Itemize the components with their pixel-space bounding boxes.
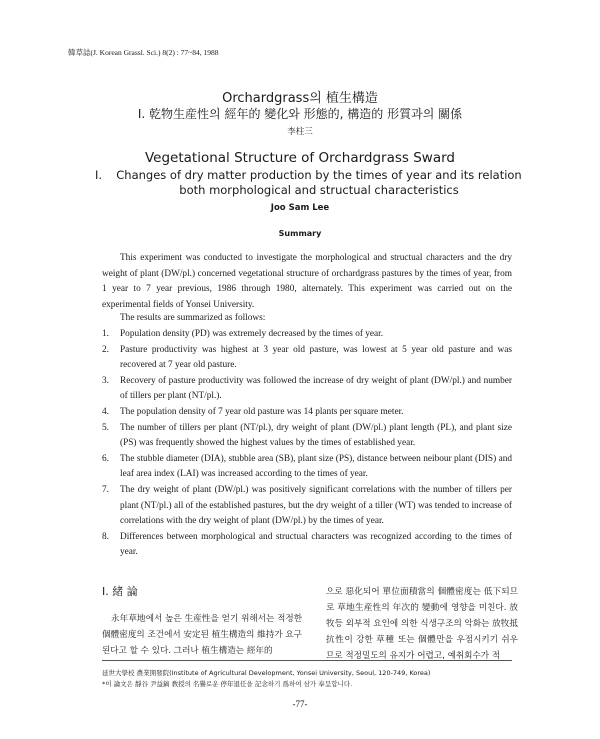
list-item: [102, 405, 512, 421]
item-text: Population density (PD) was extremely decreased by the times of year.: [120, 329, 384, 339]
item-number: 3.: [102, 375, 109, 386]
item-text: The stubble diameter (DIA), stubble area (SB), plant size (PS), distance between neibour plant (DIS) and leaf area index (LAI) was increased according to the times of year.: [120, 453, 512, 480]
item-text: The number of tillers per plant (NT/pl.), dry weight of plant (DW/pl.) plant length (PL), and plant size (PS) was frequently showed the highest values by the times of established year.: [120, 422, 512, 449]
english-title: Vegetational Structure of Orchardgrass Sward: [144, 150, 456, 166]
list-item: [102, 374, 512, 405]
intro-left-column: [102, 611, 302, 659]
results-intro: The results are summarized as follows:: [120, 313, 266, 323]
summary-heading: Summary: [278, 229, 322, 238]
item-text: Recovery of pasture productivity was followed the increase of dry weight of plant (DW/pl.) and number of tillers per plant (NT/pl.).: [120, 375, 512, 402]
item-number: 4.: [102, 406, 109, 417]
item-number: 7.: [102, 484, 109, 495]
list-item: [102, 452, 512, 483]
item-text: Pasture productivity was highest at 3 year old pasture, was lowest at 5 year old pasture and was recovered at 7 year old pasture.: [120, 344, 512, 371]
list-item: [102, 530, 512, 561]
item-number: 1.: [102, 329, 109, 339]
footnote-divider: [102, 660, 512, 661]
english-subtitle: [95, 168, 525, 198]
list-item: [102, 327, 512, 343]
list-item: [102, 421, 512, 452]
section-heading: Ⅰ. 緒 論: [102, 585, 138, 598]
dedication-footnote: *이 論文은 靜谷 尹益鎬 敎授의 名譽로운 停年退任을 記念하기 爲하여 삼가 奉呈합니다.: [102, 680, 353, 688]
korean-subtitle: Ⅰ. 乾物生産性의 經年的 變化와 形態的, 構造的 形質과의 關係: [137, 107, 463, 121]
journal-citation: 韓草誌(J. Korean Grassl. Sci.) 8(2) : 77~84, 1988: [68, 48, 219, 57]
page-number: -77-: [292, 699, 308, 709]
english-author: Joo Sam Lee: [270, 203, 330, 213]
intro-right-text: 으로 惡化되어 單位面積當의 個體密度는 低下되므로 草地生産性의 年次的 變動에 영향을 미친다. 放牧등 외부적 요인에 의한 식생구조의 악화는 放牧抵抗性이 강한 草種 또는 個體만을 우점시키기 쉬우므로 적정밀도의 유지가 어렵고, 예취회수가 적: [326, 587, 518, 661]
korean-title: Orchardgrass의 植生構造: [222, 91, 378, 106]
item-text: The dry weight of plant (DW/pl.) was positively significant correlations with the number of tillers per plant (NT/pl.) all of the established pastures, but the dry weight of a tiller (WT) was tended to increase of correlations with the dry weight of plant (DW/pl.) by the times of year.: [120, 484, 512, 527]
item-number: 5.: [102, 422, 109, 433]
intro-right-column: [326, 584, 518, 664]
item-number: 8.: [102, 531, 109, 542]
english-subtitle-text: Changes of dry matter production by the times of year and its relation both morphological and structual characteristics: [116, 168, 522, 197]
item-number: 2.: [102, 344, 109, 355]
item-text: The population density of 7 year old pasture was 14 plants per square meter.: [120, 406, 404, 417]
results-list: [102, 327, 512, 561]
item-text: Differences between morphological and structual characters was recognized according to the times of year.: [120, 531, 512, 558]
item-number: 6.: [102, 453, 109, 464]
intro-left-text: 永年草地에서 높은 生産性을 얻기 위해서는 적정한 個體密度의 조건에서 安定된 植生構造의 維持가 요구된다고 할 수 있다. 그러나 植生構造는 經年的: [102, 614, 302, 656]
english-subtitle-number: Ⅰ.: [95, 168, 103, 182]
list-item: [102, 343, 512, 374]
list-item: [102, 483, 512, 530]
affiliation-footnote: 延世大學校 農業開發院(Institute of Agricultural Development, Yonsei University, Seoul, 120-749, Korea): [102, 669, 431, 677]
abstract-text: This experiment was conducted to investigate the morphological and structual characters and the dry weight of plant (DW/pl.) concerned vegetational structure of orchardgrass pastures by the times of year, from 1 year to 7 year previous, 1986 through 1980, alternately. This experiment was carried out on the experimental fields of Yonsei University.: [102, 253, 512, 310]
korean-author: 李柱三: [287, 127, 313, 137]
abstract-paragraph: [102, 251, 512, 313]
